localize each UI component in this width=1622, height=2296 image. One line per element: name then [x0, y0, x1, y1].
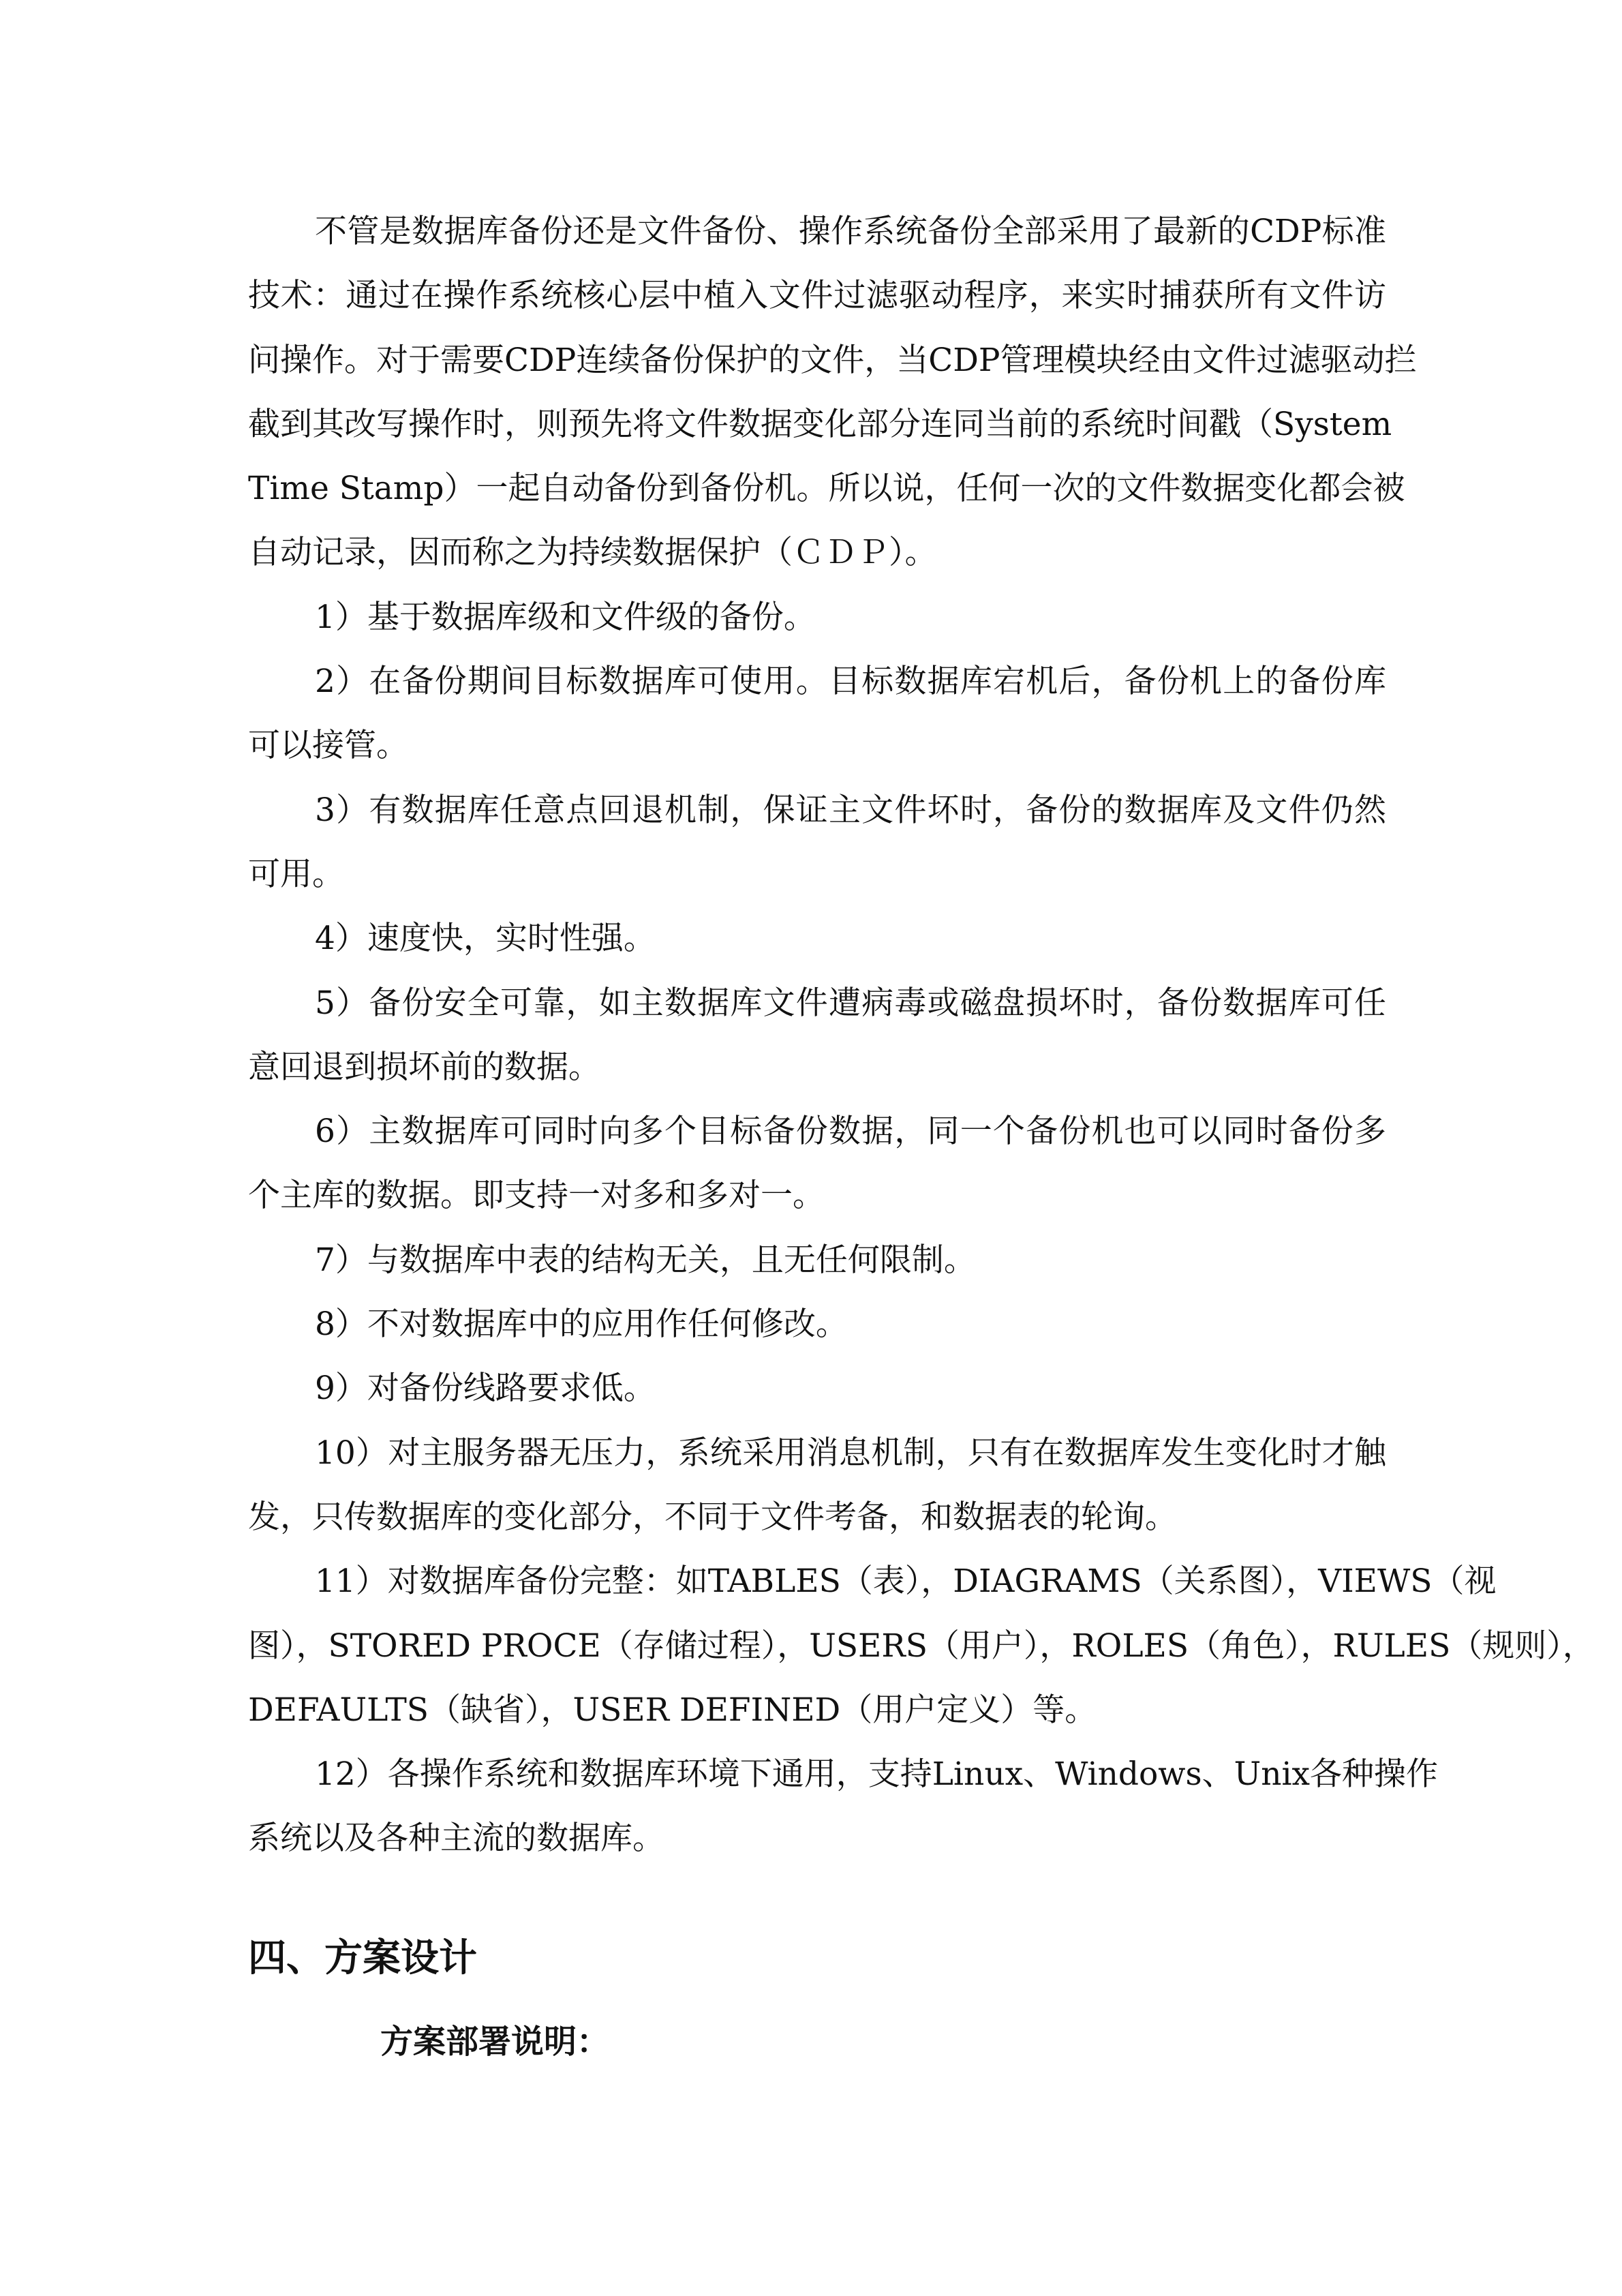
paragraph-line: 3）有数据库任意点回退机制，保证主文件坏时，备份的数据库及文件仍然 — [315, 791, 1386, 829]
subsection-heading: 方案部署说明： — [380, 2023, 610, 2061]
paragraph-line: 2）在备份期间目标数据库可使用。目标数据库宕机后，备份机上的备份库 — [315, 663, 1386, 701]
paragraph — [248, 1421, 1386, 1550]
paragraph — [248, 1742, 1439, 1871]
paragraph-line: 截到其改写操作时，则预先将文件数据变化部分连同当前的系统时间戳（System — [248, 405, 1392, 443]
paragraph-line: 12）各操作系统和数据库环境下通用，支持Linux、Windows、Unix各种操作 — [315, 1755, 1439, 1794]
paragraph-line: 5）备份安全可靠，如主数据库文件遭病毒或磁盘损坏时，备份数据库可任 — [315, 984, 1386, 1022]
paragraph — [248, 779, 1386, 907]
paragraph-line: 4）速度快，实时性强。 — [315, 920, 656, 958]
paragraph — [248, 650, 1386, 779]
paragraph-line: DEFAULTS（缺省），USER DEFINED（用户定义）等。 — [248, 1691, 1097, 1729]
paragraph-line: 7）与数据库中表的结构无关，且无任何限制。 — [315, 1241, 976, 1279]
paragraph — [248, 1357, 1386, 1421]
paragraph-line: 图），STORED PROCE（存储过程），USERS（用户），ROLES（角色），RULES（规则）， — [248, 1627, 1595, 1665]
paragraph-line: 问操作。对于需要CDP连续备份保护的文件，当CDP管理模块经由文件过滤驱动拦 — [248, 341, 1417, 379]
paragraph-line: 意回退到损坏前的数据。 — [248, 1048, 600, 1086]
paragraph-line: 11）对数据库备份完整：如TABLES（表），DIAGRAMS（关系图），VIEWS（视 — [315, 1562, 1497, 1601]
paragraph — [248, 1100, 1386, 1228]
document-body — [248, 200, 1595, 1871]
paragraph-line: Time Stamp）一起自动备份到备份机。所以说，任何一次的文件数据变化都会被 — [248, 470, 1405, 508]
paragraph-line: 个主库的数据。即支持一对多和多对一。 — [248, 1177, 825, 1215]
paragraph-line: 发，只传数据库的变化部分，不同于文件考备，和数据表的轮询。 — [248, 1498, 1177, 1536]
paragraph-line: 1）基于数据库级和文件级的备份。 — [315, 598, 816, 636]
paragraph — [248, 200, 1417, 586]
paragraph — [248, 971, 1386, 1100]
section-heading: 四、方案设计 — [248, 1936, 477, 1980]
paragraph-line: 自动记录，因而称之为持续数据保护（ＣＤＰ）。 — [248, 534, 937, 572]
paragraph — [248, 586, 1386, 650]
paragraph — [248, 1293, 1386, 1357]
paragraph-line: 9）对备份线路要求低。 — [315, 1370, 656, 1408]
paragraph-line: 技术：通过在操作系统核心层中植入文件过滤驱动程序，来实时捕获所有文件访 — [248, 277, 1386, 315]
paragraph-line: 8）不对数据库中的应用作任何修改。 — [315, 1305, 848, 1344]
paragraph-line: 可用。 — [248, 855, 344, 893]
paragraph-line: 系统以及各种主流的数据库。 — [248, 1819, 664, 1858]
paragraph-line: 10）对主服务器无压力，系统采用消息机制，只有在数据库发生变化时才触 — [315, 1434, 1386, 1472]
paragraph — [248, 907, 1386, 971]
paragraph — [248, 1228, 1386, 1293]
paragraph-line: 6）主数据库可同时向多个目标备份数据，同一个备份机也可以同时备份多 — [315, 1113, 1386, 1151]
paragraph-line: 不管是数据库备份还是文件备份、操作系统备份全部采用了最新的CDP标准 — [315, 213, 1386, 250]
paragraph — [248, 1550, 1595, 1742]
paragraph-line: 可以接管。 — [248, 727, 408, 765]
